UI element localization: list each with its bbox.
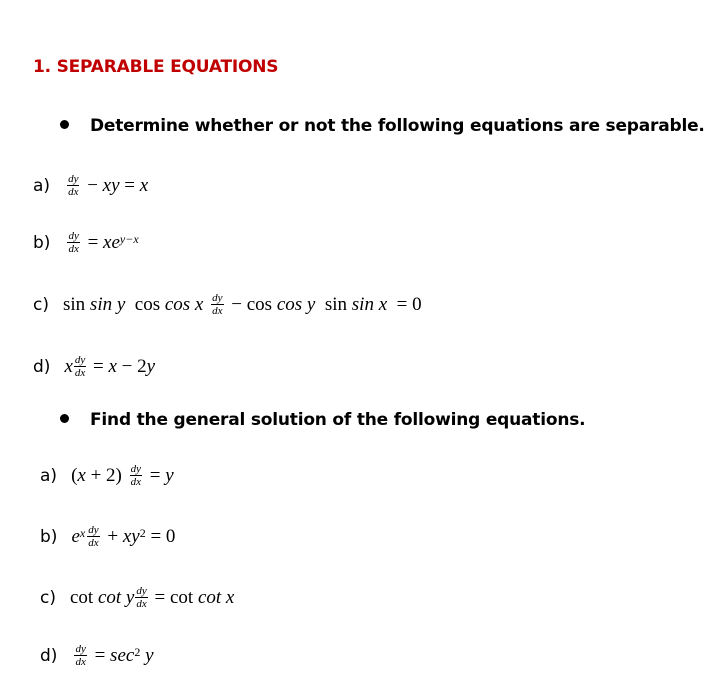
derivative-fraction: $\frac{dy}{dx}$ — [130, 463, 142, 488]
equation-math: cot cot y $\frac{dy}{dx}$ = cot cot x — [69, 585, 235, 610]
instruction-separable-text: Determine whether or not the following equations are separable. — [90, 116, 705, 136]
equation-1c — [33, 293, 422, 316]
derivative-fraction: $\frac{dy}{dx}$ — [68, 173, 79, 198]
equation-math: $\frac{dy}{dx}$ = xe $^{y-x}$ — [68, 230, 139, 255]
derivative-fraction: $\frac{dy}{dx}$ — [68, 230, 79, 255]
item-label: b) — [33, 232, 51, 253]
derivative-fraction: $\frac{dy}{dx}$ — [74, 354, 86, 379]
item-label: d) — [40, 645, 58, 666]
item-label: a) — [33, 175, 51, 196]
equation-2a — [40, 464, 174, 487]
bullet-icon — [60, 120, 69, 129]
item-label: d) — [33, 356, 51, 377]
item-label: c) — [33, 294, 49, 315]
equation-1d — [33, 355, 155, 378]
bullet-icon — [60, 414, 69, 423]
equation-2b — [40, 525, 175, 548]
derivative-fraction: $\frac{dy}{dx}$ — [212, 292, 223, 317]
equation-math: ( x + 2) $\frac{dy}{dx}$ = y — [71, 463, 174, 488]
derivative-fraction: $\frac{dy}{dx}$ — [88, 524, 99, 549]
instruction-general-solution — [60, 410, 585, 430]
equation-math: sin sin y cos cos x $\frac{dy}{dx}$ − cos cos y sin sin x = 0 — [62, 292, 422, 317]
equation-math: e $^x$ $\frac{dy}{dx}$ + xy $^2$ = 0 — [71, 524, 176, 549]
item-label: b) — [40, 526, 58, 547]
derivative-fraction: $\frac{dy}{dx}$ — [136, 585, 147, 610]
instruction-separable — [60, 116, 705, 136]
item-label: c) — [40, 587, 56, 608]
equation-math: $\frac{dy}{dx}$ = sec $^2$ y — [75, 643, 154, 668]
equation-1a — [33, 174, 148, 197]
equation-math: $\frac{dy}{dx}$ − xy = x — [68, 173, 149, 198]
section-heading: 1. SEPARABLE EQUATIONS — [33, 57, 279, 77]
instruction-general-solution-text: Find the general solution of the following equations. — [90, 410, 586, 430]
derivative-fraction: $\frac{dy}{dx}$ — [75, 643, 86, 668]
item-label: a) — [40, 465, 58, 486]
equation-math: x $\frac{dy}{dx}$ = x − 2 y — [64, 354, 156, 379]
equation-1b — [33, 231, 139, 254]
equation-2c — [40, 586, 234, 609]
equation-2d — [40, 644, 154, 667]
